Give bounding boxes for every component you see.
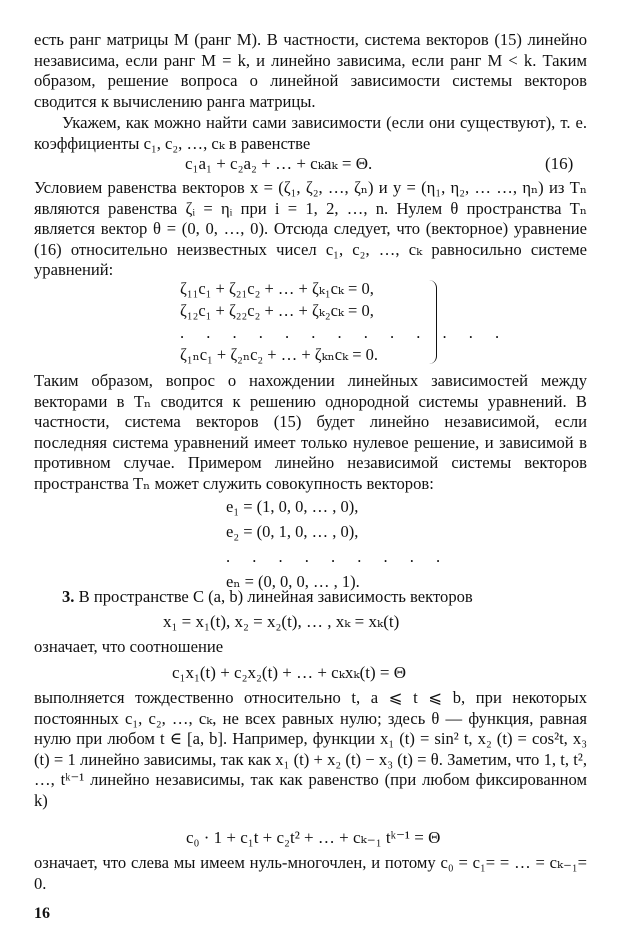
system-brace [428,280,437,364]
paragraph-item-3 [34,587,587,608]
basis-row: e₁ = (1, 0, 0, … , 0), [226,497,359,516]
equation-functions: x₁ = x₁(t), x₂ = x₂(t), … , xₖ = xₖ(t) [163,612,400,631]
page-number: 16 [34,905,50,922]
basis-row: eₙ = (0, 0, 0, … , 1). [226,572,360,591]
system-row: ζ₁ₙc₁ + ζ₂ₙc₂ + … + ζₖₙcₖ = 0. [180,345,379,364]
system-row-dots: . . . . . . . . . . . . . [180,323,509,342]
paragraph-null-polynomial: означает, что слева мы имеем нуль-многочлен, и потому c₀ = c₁= = … = cₖ₋₁= 0. [34,853,587,893]
paragraph-means-relation: означает, что соотношение [34,637,224,656]
system-row: ζ₁₁c₁ + ζ₂₁c₂ + … + ζₖ₁cₖ = 0, [180,279,374,298]
paragraph-identity-example: выполняется тождественно относительно t, a ⩽ t ⩽ b, при некоторых постоянных c₁, c₂, …, cₖ, не всех равных нулю; здесь θ — функция, равная нулю при любом t ∈ [a, b]. Например, функции x₁ (t) = sin² t, x₂ (t) = cos²t, x₃ (t) = 1 линейно зависимы, так как x₁ (t) + x₂ (t) − x₃ (t) = θ. Заметим, что 1, t, t², …, tᵏ⁻¹ линейно независимы, так как равенство (при любом фиксированном k) [34,688,587,810]
paragraph-vector-equality: Условием равенства векторов x = (ζ₁, ζ₂, …, ζₙ) и y = (η₁, η₂, … …, ηₙ) из Tₙ являются равенства ζᵢ = ηᵢ при i = 1, 2, …, n. Нулем θ пространства Tₙ является вектор θ = (0, 0, …, 0). Отсюда следует, что (векторное) уравнение (16) относительно неизвестных чисел c₁, c₂, …, cₖ равносильно системе уравнений: [34,178,587,280]
paragraph-rank-intro: есть ранг матрицы M (ранг M). В частности, система векторов (15) линейно независима, если ранг M = k, и линейно зависима, если ранг M < k. Таким образом, решение вопроса о линейной зависимости системы векторов сводится к вычислению ранга матрицы. [34,30,587,111]
equation-system [180,278,508,366]
equation-number-16: (16) [545,154,574,173]
equation-linear-combination: c₁x₁(t) + c₂x₂(t) + … + cₖxₖ(t) = Θ [172,663,407,682]
equation-polynomial: c₀ · 1 + c₁t + c₂t² + … + cₖ₋₁ tᵏ⁻¹ = Θ [186,828,441,847]
basis-row-dots: . . . . . . . . . [226,547,450,566]
paragraph-find-dependencies: Укажем, как можно найти сами зависимости (если они существуют), т. е. коэффициенты c₁, c₂, …, cₖ в равенстве [34,113,587,153]
paragraph-homogeneous-system: Таким образом, вопрос о нахождении линейных зависимостей между векторами в Tₙ сводится к решению однородной системы уравнений. В частности, система векторов (15) будет линейно независимой, если последняя система уравнений имеет только нулевое решение, и зависимой в противном случае. Примером линейно независимой системы векторов пространства Tₙ может служить совокупность векторов: [34,371,587,493]
item-number: 3. [62,587,75,606]
item-3-text: В пространстве C (a, b) линейная зависимость векторов [78,587,473,606]
equation-16: c₁a₁ + c₂a₂ + … + cₖaₖ = Θ. [185,154,373,173]
basis-vectors [226,494,449,594]
system-row: ζ₁₂c₁ + ζ₂₂c₂ + … + ζₖ₂cₖ = 0, [180,301,374,320]
basis-row: e₂ = (0, 1, 0, … , 0), [226,522,359,541]
